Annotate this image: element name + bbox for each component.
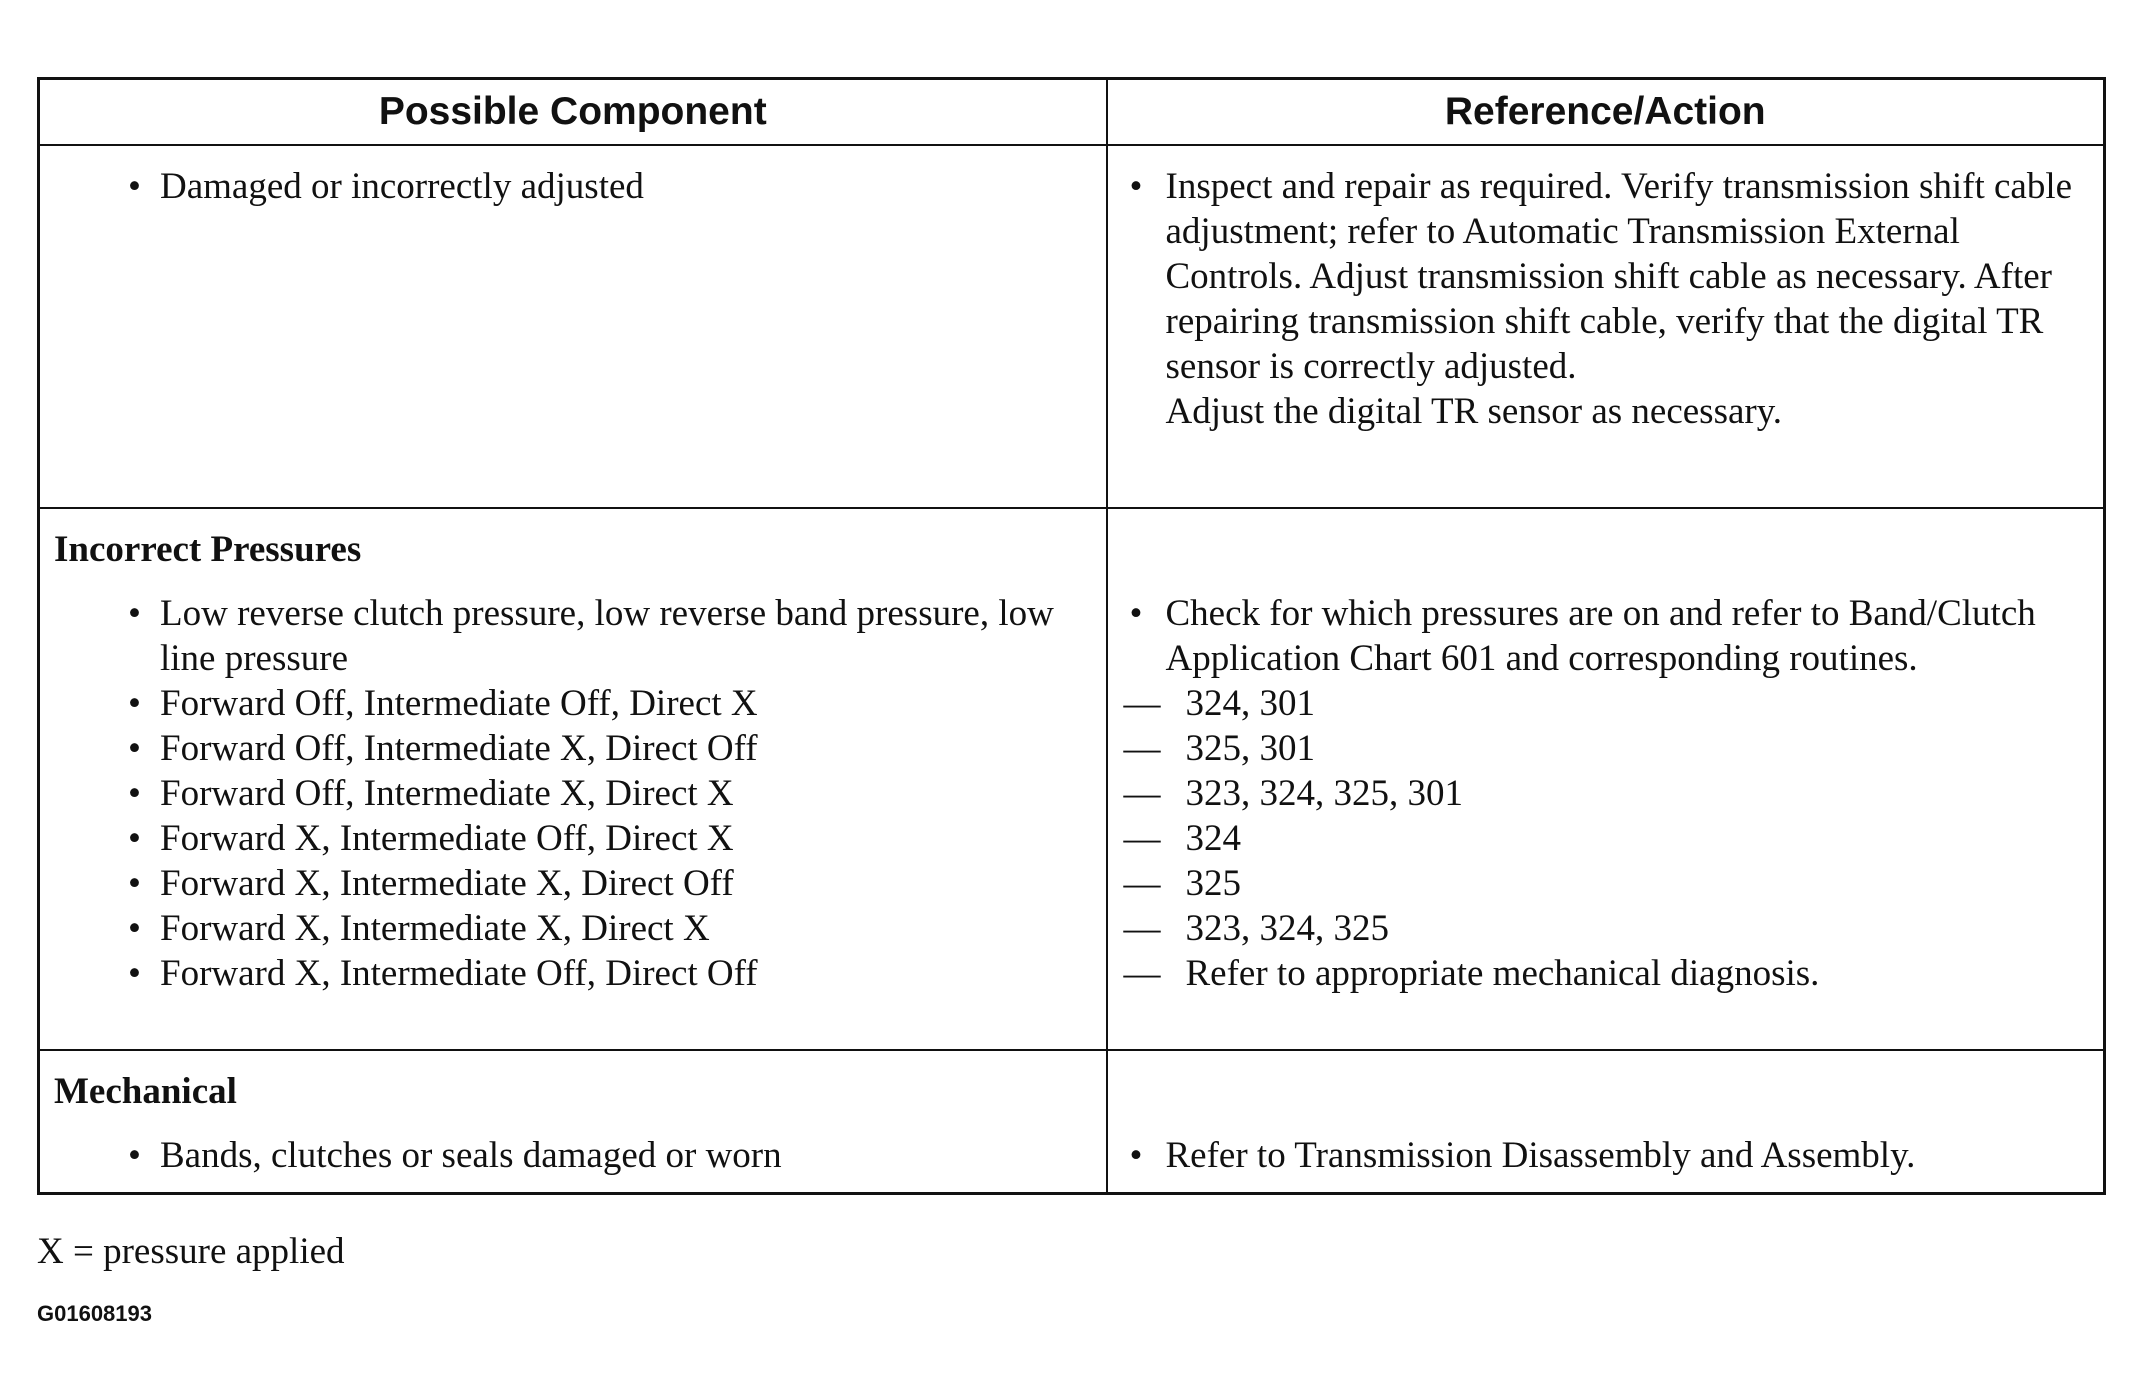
component-list (54, 1133, 1096, 1178)
action-item: • Refer to Transmission Disassembly and Assembly. (1122, 1133, 2094, 1178)
action-list (1122, 164, 2094, 389)
header-possible-component: Possible Component (39, 79, 1107, 146)
section-title-incorrect-pressures: Incorrect Pressures (54, 529, 362, 570)
action-item: • Inspect and repair as required. Verify transmission shift cable adjustment; refer to Automatic Transmission External Controls. Adjust transmission shift cable as necessary. After repairing transmission shift cable, verify that the digital TR sensor is correctly adjusted. (1122, 164, 2094, 389)
action-cell (1107, 145, 2105, 508)
component-cell (39, 1050, 1107, 1194)
component-item: • Forward Off, Intermediate X, Direct Off (54, 726, 1096, 771)
table-row (39, 1050, 2105, 1194)
routine-list (1122, 681, 2094, 996)
legend-note: X = pressure applied (37, 1231, 345, 1272)
figure-id: G01608193 (37, 1301, 152, 1326)
component-list (54, 591, 1096, 996)
action-cell (1107, 508, 2105, 1050)
routine-item: — 324, 301 (1122, 681, 2094, 726)
component-list (54, 164, 1096, 209)
section-title-mechanical: Mechanical (54, 1071, 237, 1112)
routine-item: — 323, 324, 325 (1122, 906, 2094, 951)
routine-item: — Refer to appropriate mechanical diagnosis. (1122, 951, 2094, 996)
component-item: • Bands, clutches or seals damaged or worn (54, 1133, 1096, 1178)
routine-item: — 325 (1122, 861, 2094, 906)
component-item: • Low reverse clutch pressure, low reverse band pressure, low line pressure (54, 591, 1096, 681)
component-item: • Forward X, Intermediate X, Direct X (54, 906, 1096, 951)
action-note: Adjust the digital TR sensor as necessary. (1165, 391, 1783, 432)
component-item: • Forward X, Intermediate Off, Direct X (54, 816, 1096, 861)
component-item: • Damaged or incorrectly adjusted (54, 164, 1096, 209)
table-row (39, 508, 2105, 1050)
routine-item: — 323, 324, 325, 301 (1122, 771, 2094, 816)
action-list (1122, 591, 2094, 681)
routine-item: — 325, 301 (1122, 726, 2094, 771)
component-cell (39, 508, 1107, 1050)
action-cell (1107, 1050, 2105, 1194)
routine-item: — 324 (1122, 816, 2094, 861)
action-item: • Check for which pressures are on and refer to Band/Clutch Application Chart 601 and corresponding routines. (1122, 591, 2094, 681)
action-list (1122, 1133, 2094, 1178)
diagnosis-table (37, 77, 2106, 1195)
component-item: • Forward X, Intermediate Off, Direct Off (54, 951, 1096, 996)
component-cell (39, 145, 1107, 508)
component-item: • Forward Off, Intermediate Off, Direct X (54, 681, 1096, 726)
table-header-row (39, 79, 2105, 146)
table-row (39, 145, 2105, 508)
header-reference-action: Reference/Action (1107, 79, 2105, 146)
component-item: • Forward X, Intermediate X, Direct Off (54, 861, 1096, 906)
component-item: • Forward Off, Intermediate X, Direct X (54, 771, 1096, 816)
